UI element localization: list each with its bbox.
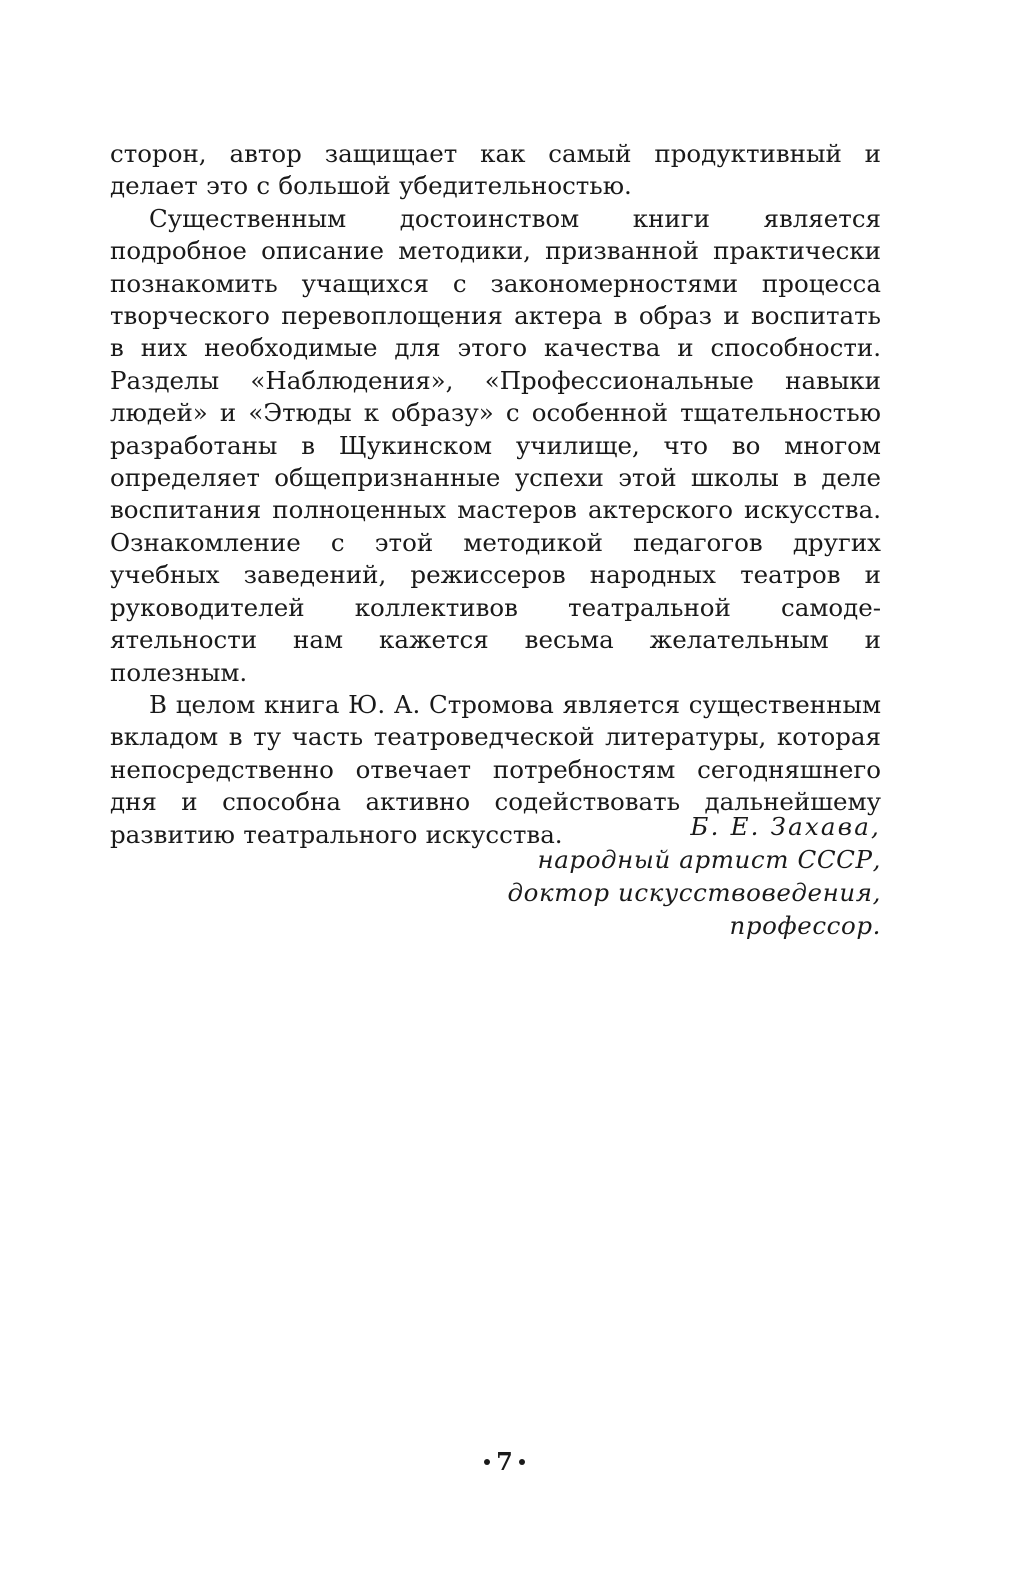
bullet-left-icon — [484, 1459, 490, 1465]
bullet-right-icon — [519, 1459, 525, 1465]
page-number — [0, 1448, 1009, 1476]
paragraph-conclusion: В целом книга Ю. А. Стромова является существенным вкладом в ту часть театроведческой литературы, которая непосредственно отвечает потребностям сегодняшнего дня и способна активно содействовать дальнейшему развитию театрального искусства. — [110, 689, 881, 849]
body-text — [110, 138, 881, 851]
author-title-doctor: доктор искусствоведения, — [507, 878, 881, 907]
author-title-artist: народный артист СССР, — [537, 845, 881, 874]
signature-block — [110, 810, 881, 942]
author-title-professor: профессор. — [729, 911, 881, 940]
paragraph-methodology: Существенным достоинством книги является подробное описание методики, призванной практически познакомить учащихся с закономерностями процесса творческого перевоплощения актера в образ и воспитать в них необходимые для этого качества и способности. Разделы «Наблюдения», «Профессиональные навыки людей» и «Этюды к образу» с особенной тщательностью разработаны в Щукинском училище, что во многом определяет общепризнанные успехи этой школы в деле воспитания полноценных мастеров актерского искусства. Ознакомление с этой методикой педагогов других учебных заведений, режиссеров народных театров и руководителей коллективов театральной самодеятельности нам кажется весьма желательным и полезным. — [110, 203, 881, 687]
page-number-value: 7 — [496, 1447, 513, 1476]
author-name: Б. Е. Захава, — [690, 812, 881, 841]
paragraph-continuation: сторон, автор защищает как самый продуктивный и делает это с большой убедительностью. — [110, 139, 881, 201]
